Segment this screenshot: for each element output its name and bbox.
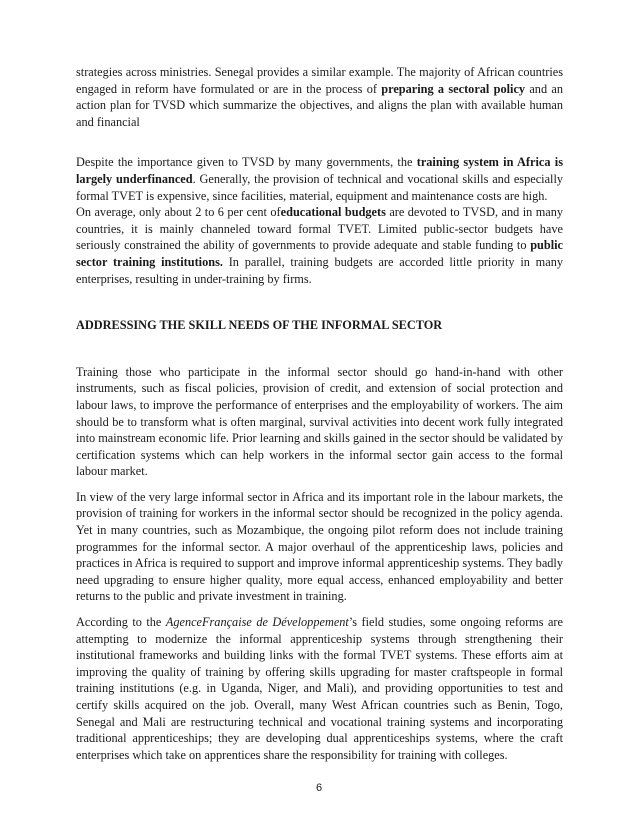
paragraph-apprenticeship-overhaul: In view of the very large informal sector in Africa and its important role in the labour markets, the provision of training for workers in the informal sector should be recognized in the policy agenda. Yet in many countries, such as Mozambique, the ongoing pilot reform does not include training programmes for the informal sector. A major overhaul of the apprenticeship laws, policies and practices in Africa is required to support and improve informal apprenticeship systems. They badly need upgrading to ensure higher quality, more equal access, enhanced employability and better returns to the public and private investment in training. bbox=[76, 489, 563, 604]
page-number: 6 bbox=[315, 782, 323, 794]
spacer bbox=[76, 287, 563, 317]
paragraph-sectoral-policy bbox=[76, 64, 563, 130]
spacer bbox=[76, 480, 563, 489]
paragraph-informal-training: Training those who participate in the informal sector should go hand-in-hand with other instruments, such as fiscal policies, provision of credit, and extension of social protection and labour laws, to improve the performance of enterprises and the employability of workers. The aim should be to transform what is often marginal, survival activities into decent work fully integrated into mainstream economic life. Prior learning and skills gained in the sector should be validated by certification systems which can help workers in the informal sector gain access to the formal labour market. bbox=[76, 364, 563, 479]
bold-run: educational budgets bbox=[280, 205, 386, 220]
section-heading: ADDRESSING THE SKILL NEEDS OF THE INFORMAL SECTOR bbox=[76, 318, 443, 333]
bold-run: preparing a sectoral policy bbox=[381, 81, 526, 96]
text-run: . Generally, the provision of technical and vocational skills and especially formal TVET is expensive, since facilities, material, equipment and maintenance costs are high. bbox=[76, 171, 564, 203]
document-body bbox=[76, 64, 563, 763]
bold-run: public sector training institutions. bbox=[76, 238, 563, 269]
text-run: strategies across ministries. Senegal provides a similar example. The majority of African countries engaged in reform have formulated or are in the process of bbox=[76, 65, 563, 96]
italic-run: AgenceFrançaise de Développement bbox=[165, 615, 349, 630]
paragraph-afd-studies bbox=[76, 614, 563, 763]
paragraph-budgets bbox=[76, 204, 563, 287]
text-run: are devoted to TVSD, and in many countries, it is mainly channeled toward formal TVET. Limited public-sector budgets have seriously constrained the ability of governments to provide adequate and stable funding to bbox=[76, 205, 564, 253]
text-run: According to the bbox=[76, 615, 166, 630]
text-run: Despite the importance given to TVSD by many governments, the bbox=[76, 155, 417, 170]
bold-run: training system in Africa is largely underfinanced bbox=[76, 155, 563, 186]
spacer bbox=[76, 130, 563, 154]
text-run: On average, only about 2 to 6 per cent of bbox=[76, 205, 281, 220]
text-run: In parallel, training budgets are accorded little priority in many enterprises, resulting in under-training by firms. bbox=[76, 254, 563, 286]
spacer bbox=[76, 605, 563, 614]
paragraph-underfinanced bbox=[76, 154, 563, 204]
text-run: and an action plan for TVSD which summarize the objectives, and aligns the plan with available human and financial bbox=[76, 81, 563, 129]
text-run: ’s field studies, some ongoing reforms are attempting to modernize the informal apprenticeship systems through strengthening their institutional frameworks and building links with the formal TVET systems. These efforts aim at improving the quality of training by offering skills upgrading for master craftspeople in formal training institutions (e.g. in Uganda, Niger, and Mali), and providing opportunities to test and certify skills acquired on the job. Overall, many West African countries such as Benin, Togo, Senegal and Mali are restructuring technical and vocational training systems and incorporating traditional apprenticeships; they are developing dual apprenticeships systems, where the craft enterprises which take on apprentices share the responsibility for training with colleges. bbox=[76, 615, 563, 762]
spacer bbox=[76, 334, 563, 364]
